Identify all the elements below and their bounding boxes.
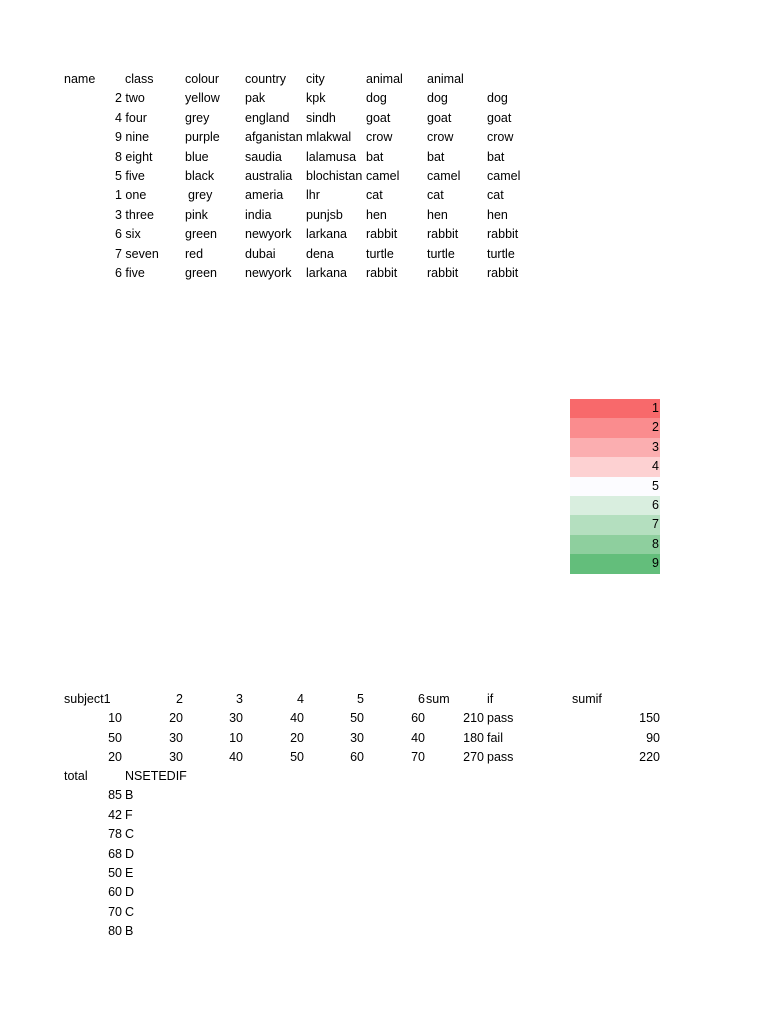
color-scale-cell — [570, 554, 660, 573]
table1-cell: england — [245, 110, 290, 125]
table1-cell: rabbit — [487, 266, 519, 280]
table3-header-cell: total — [64, 769, 88, 783]
table2-cell: 60 — [411, 711, 425, 726]
table1-cell: larkana — [306, 227, 347, 242]
table1-cell: bat — [366, 149, 384, 164]
color-scale-value: 5 — [652, 478, 659, 493]
table3-total-cell: 70 — [108, 904, 122, 919]
table1-cell: red — [185, 246, 204, 261]
table2-cell: 50 — [290, 750, 304, 765]
table1-cell: hen — [427, 207, 448, 222]
color-scale-cell — [570, 535, 660, 554]
table1-cell: turtle — [427, 246, 455, 261]
table1-cell: turtle — [366, 246, 394, 261]
table2-header-cell: subject1 — [64, 692, 111, 706]
table1-cell: rabbit — [487, 227, 519, 242]
table3-total-cell: 85 — [108, 788, 122, 803]
color-scale-value: 8 — [652, 536, 659, 551]
table1-cell: newyork — [245, 266, 292, 280]
table1-cell: rabbit — [366, 227, 398, 242]
table2-header-cell: sum — [426, 692, 450, 706]
table1-cell: green — [185, 266, 217, 280]
table1-cell: 3 three — [115, 207, 154, 222]
table2-cell: 50 — [350, 711, 364, 726]
table1-cell: 6 five — [115, 266, 145, 280]
table1-cell: larkana — [306, 266, 347, 280]
table1-cell: bat — [487, 149, 505, 164]
color-scale-cell — [570, 457, 660, 476]
table2-cell: 220 — [639, 750, 660, 765]
table1-cell: camel — [427, 169, 461, 183]
color-scale-cell — [570, 515, 660, 534]
color-scale-cell — [570, 418, 660, 437]
table3-grade-cell: F — [125, 807, 133, 822]
table3-total-cell: 60 — [108, 885, 122, 900]
table1-cell: turtle — [487, 246, 515, 261]
table1-cell: australia — [245, 169, 293, 183]
table3-grade-cell: E — [125, 866, 134, 880]
table3-total-cell: 68 — [108, 846, 122, 861]
table2-header-cell: 5 — [357, 692, 364, 706]
table1-cell: dubai — [245, 246, 276, 261]
table2-cell: 60 — [350, 750, 364, 765]
table2-cell: 90 — [646, 730, 660, 745]
table1-cell: pak — [245, 91, 266, 106]
table2-cell: 40 — [411, 730, 425, 745]
table3-total-cell: 80 — [108, 924, 122, 939]
color-scale-cell — [570, 496, 660, 515]
table1-cell: goat — [366, 110, 391, 125]
color-scale-cell — [570, 477, 660, 496]
table2-cell: 30 — [229, 711, 243, 726]
color-scale-value: 9 — [652, 556, 659, 571]
table3-grade-cell: B — [125, 788, 134, 803]
table1-cell: dena — [306, 246, 334, 261]
table1-cell: sindh — [306, 110, 336, 125]
table1-header-cell: country — [245, 72, 286, 86]
table1-cell: dog — [427, 91, 448, 106]
table1-cell: blochistan — [306, 169, 363, 183]
table2-header-cell: 2 — [176, 692, 183, 706]
table3-grade-cell: D — [125, 846, 135, 861]
table3-grade-cell: B — [125, 924, 134, 939]
table1-cell: lalamusa — [306, 149, 357, 164]
table3-header-cell: NSETEDIF — [125, 769, 187, 783]
table1-cell: 2 two — [115, 91, 145, 106]
table3-total-cell: 50 — [108, 866, 122, 880]
table2-cell: 30 — [350, 730, 364, 745]
table1-cell: 6 six — [115, 227, 141, 242]
table1-cell: grey — [185, 110, 210, 125]
color-scale-cell — [570, 399, 660, 418]
table2-header-cell: 4 — [297, 692, 304, 706]
table1-cell: 1 one — [115, 188, 147, 203]
table1-cell: cat — [366, 188, 383, 203]
table1-cell: hen — [366, 207, 387, 222]
color-scale-value: 1 — [652, 401, 659, 415]
table1-cell: grey — [188, 188, 213, 203]
table2-cell: 10 — [108, 711, 122, 726]
table1-cell: camel — [366, 169, 400, 183]
table1-cell: blue — [185, 149, 209, 164]
color-scale-value: 7 — [652, 517, 659, 532]
table1-cell: lhr — [306, 188, 320, 203]
table1-cell: goat — [427, 110, 452, 125]
table1-cell: mlakwal — [306, 130, 352, 145]
table2-cell: 10 — [229, 730, 243, 745]
table2-cell: pass — [487, 750, 514, 765]
table1-cell: crow — [427, 130, 454, 145]
table1-cell: rabbit — [366, 266, 398, 280]
table2-cell: 70 — [411, 750, 425, 765]
color-scale-value: 2 — [652, 420, 659, 435]
table1-header-cell: animal — [366, 72, 403, 86]
table1-header-cell: name — [64, 72, 96, 86]
table1-cell: dog — [366, 91, 387, 106]
table1-cell: rabbit — [427, 227, 459, 242]
table1-cell: bat — [427, 149, 445, 164]
table3-grade-cell: C — [125, 827, 135, 842]
table1-cell: newyork — [245, 227, 292, 242]
color-scale-value: 4 — [652, 459, 659, 474]
table1-cell: punjsb — [306, 207, 343, 222]
table1-cell: black — [185, 169, 215, 183]
color-scale-value: 6 — [652, 498, 659, 512]
table1-cell: crow — [366, 130, 393, 145]
table1-cell: cat — [427, 188, 444, 203]
table1-cell: 4 four — [115, 110, 147, 125]
table1-header-cell: class — [125, 72, 154, 86]
table2-header-cell: sumif — [572, 692, 602, 706]
table3-grade-cell: C — [125, 904, 135, 919]
table1-header-cell: city — [306, 72, 325, 86]
table2-cell: 20 — [290, 730, 304, 745]
table1-cell: dog — [487, 91, 508, 106]
table1-cell: purple — [185, 130, 220, 145]
table1-cell: crow — [487, 130, 514, 145]
table3-total-cell: 42 — [108, 807, 122, 822]
table2-cell: 20 — [108, 750, 122, 765]
table2-cell: 150 — [639, 711, 660, 726]
table1-cell: 7 seven — [115, 246, 159, 261]
table1-cell: 5 five — [115, 169, 145, 183]
table2-cell: 210 — [463, 711, 484, 726]
table2-cell: 30 — [169, 750, 183, 765]
table3-grade-cell: D — [125, 885, 135, 900]
table1-cell: ameria — [245, 188, 284, 203]
table2-cell: 20 — [169, 711, 183, 726]
table1-header-cell: animal — [427, 72, 464, 86]
table2-header-cell: if — [487, 692, 494, 706]
table1-cell: camel — [487, 169, 521, 183]
color-scale-cell — [570, 438, 660, 457]
color-scale-value: 3 — [652, 439, 659, 454]
table1-cell: india — [245, 207, 272, 222]
table1-cell: 8 eight — [115, 149, 153, 164]
table1-cell: rabbit — [427, 266, 459, 280]
table3-total-cell: 78 — [108, 827, 122, 842]
table1-cell: pink — [185, 207, 208, 222]
table2-header-cell: 6 — [418, 692, 425, 706]
table1-cell: cat — [487, 188, 504, 203]
table2-cell: fail — [487, 730, 503, 745]
table2-header-cell: 3 — [236, 692, 243, 706]
table2-cell: 180 — [463, 730, 484, 745]
table1-cell: hen — [487, 207, 508, 222]
table2-cell: 40 — [229, 750, 243, 765]
table1-cell: 9 nine — [115, 130, 150, 145]
table1-cell: yellow — [185, 91, 220, 106]
table1-cell: saudia — [245, 149, 282, 164]
table1-cell: green — [185, 227, 217, 242]
table2-cell: 30 — [169, 730, 183, 745]
table1-cell: afganistan — [245, 130, 303, 145]
table1-cell: kpk — [306, 91, 326, 106]
table2-cell: 270 — [463, 750, 484, 765]
table1-header-cell: colour — [185, 72, 220, 86]
table2-cell: 40 — [290, 711, 304, 726]
table2-cell: 50 — [108, 730, 122, 745]
table1-cell: goat — [487, 110, 512, 125]
table2-cell: pass — [487, 711, 514, 726]
